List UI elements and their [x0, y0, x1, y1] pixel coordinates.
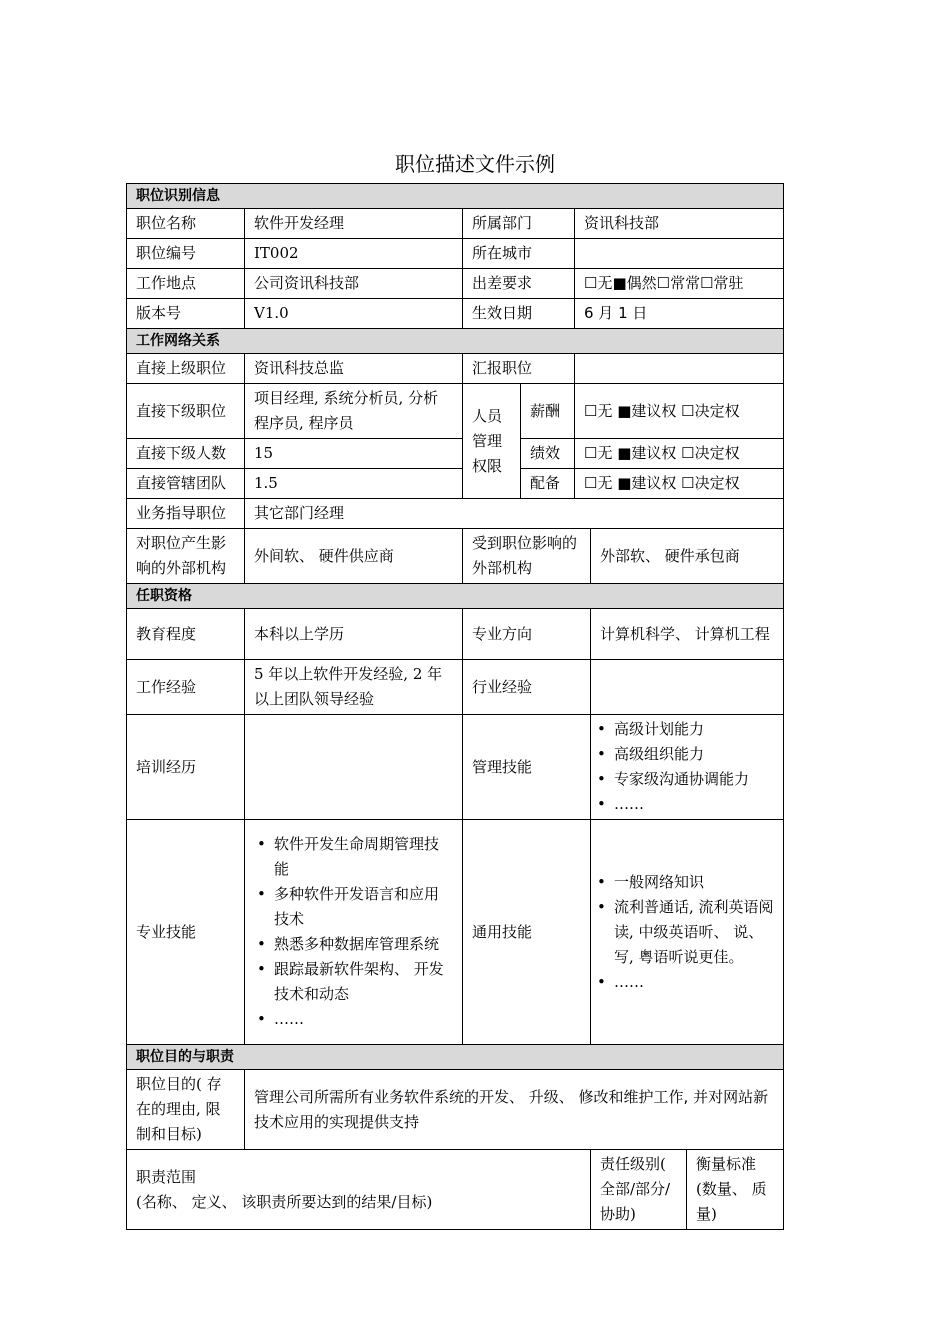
list-item: • 高级计划能力 [595, 717, 774, 742]
version-value: V1.0 [245, 299, 463, 329]
location-label: 工作地点 [127, 269, 245, 299]
purpose-label: 职位目的( 存在的理由, 限制和目标) [127, 1070, 245, 1150]
team-label: 直接管辖团队 [127, 469, 245, 499]
report-value [575, 354, 784, 384]
department-label: 所属部门 [463, 209, 575, 239]
list-item: • 熟悉多种数据库管理系统 [255, 932, 453, 957]
team-value: 1.5 [245, 469, 463, 499]
list-item: • 软件开发生命周期管理技能 [255, 832, 453, 882]
professional-skills-label: 专业技能 [127, 820, 245, 1045]
external-affected-label: 对职位产生影响的外部机构 [127, 529, 245, 584]
list-item: • …… [595, 792, 774, 817]
measure-label: 衡量标准(数量、 质量) [687, 1150, 784, 1230]
major-label: 专业方向 [463, 609, 591, 660]
major-value: 计算机科学、 计算机工程 [591, 609, 784, 660]
education-value: 本科以上学历 [245, 609, 463, 660]
superior-value: 资讯科技总监 [245, 354, 463, 384]
staffing-label: 配备 [521, 469, 575, 499]
section-network: 工作网络关系 [127, 329, 784, 354]
subordinate-label: 直接下级职位 [127, 384, 245, 439]
section-identification: 职位识别信息 [127, 184, 784, 209]
scope-label: 职责范围 [136, 1167, 197, 1186]
purpose-value: 管理公司所需所有业务软件系统的开发、 升级、 修改和维护工作, 并对网站新技术应用的实现提供支持 [245, 1070, 784, 1150]
effective-date-value: 6 月 1 日 [575, 299, 784, 329]
city-value [575, 239, 784, 269]
salary-value: ☐无 ■建议权 ☐决定权 [575, 384, 784, 439]
performance-value: ☐无 ■建议权 ☐决定权 [575, 439, 784, 469]
section-qualification: 任职资格 [127, 584, 784, 609]
training-label: 培训经历 [127, 715, 245, 820]
city-label: 所在城市 [463, 239, 575, 269]
list-item: • 流利普通话, 流利英语阅读, 中级英语听、 说、 写, 粤语听说更佳。 [595, 895, 774, 970]
performance-label: 绩效 [521, 439, 575, 469]
management-skills-label: 管理技能 [463, 715, 591, 820]
travel-label: 出差要求 [463, 269, 575, 299]
education-label: 教育程度 [127, 609, 245, 660]
experience-label: 工作经验 [127, 660, 245, 715]
list-item: • 多种软件开发语言和应用技术 [255, 882, 453, 932]
travel-value: ☐无■偶然☐常常☐常驻 [575, 269, 784, 299]
responsibility-level-label: 责任级别( 全部/部分/协助) [591, 1150, 687, 1230]
management-skills-list [595, 717, 774, 817]
experience-value: 5 年以上软件开发经验, 2 年以上团队领导经验 [245, 660, 463, 715]
general-skills-label: 通用技能 [463, 820, 591, 1045]
report-label: 汇报职位 [463, 354, 575, 384]
external-affected-value: 外间软、 硬件供应商 [245, 529, 463, 584]
authority-label: 人员管理权限 [463, 384, 521, 499]
superior-label: 直接上级职位 [127, 354, 245, 384]
staffing-value: ☐无 ■建议权 ☐决定权 [575, 469, 784, 499]
subordinate-count-label: 直接下级人数 [127, 439, 245, 469]
external-influenced-value: 外部软、 硬件承包商 [591, 529, 784, 584]
page-title: 职位描述文件示例 [395, 152, 555, 176]
industry-value [591, 660, 784, 715]
list-item: • …… [255, 1007, 453, 1032]
position-name-label: 职位名称 [127, 209, 245, 239]
list-item: • 一般网络知识 [595, 870, 774, 895]
salary-label: 薪酬 [521, 384, 575, 439]
training-value [245, 715, 463, 820]
department-value: 资讯科技部 [575, 209, 784, 239]
effective-date-label: 生效日期 [463, 299, 575, 329]
position-code-label: 职位编号 [127, 239, 245, 269]
position-code-value: IT002 [245, 239, 463, 269]
list-item: • 高级组织能力 [595, 742, 774, 767]
scope-subtitle: (名称、 定义、 该职责所要达到的结果/目标) [136, 1192, 433, 1211]
position-name-value: 软件开发经理 [245, 209, 463, 239]
subordinate-count-value: 15 [245, 439, 463, 469]
industry-label: 行业经验 [463, 660, 591, 715]
subordinate-value: 项目经理, 系统分析员, 分析程序员, 程序员 [245, 384, 463, 439]
location-value: 公司资讯科技部 [245, 269, 463, 299]
job-description-table [126, 183, 784, 1230]
section-purpose: 职位目的与职责 [127, 1045, 784, 1070]
professional-skills-list [255, 832, 453, 1032]
general-skills-list [595, 870, 774, 995]
list-item: • 跟踪最新软件架构、 开发技术和动态 [255, 957, 453, 1007]
list-item: • …… [595, 970, 774, 995]
list-item: • 专家级沟通协调能力 [595, 767, 774, 792]
guidance-value: 其它部门经理 [245, 499, 784, 529]
external-influenced-label: 受到职位影响的外部机构 [463, 529, 591, 584]
version-label: 版本号 [127, 299, 245, 329]
guidance-label: 业务指导职位 [127, 499, 245, 529]
